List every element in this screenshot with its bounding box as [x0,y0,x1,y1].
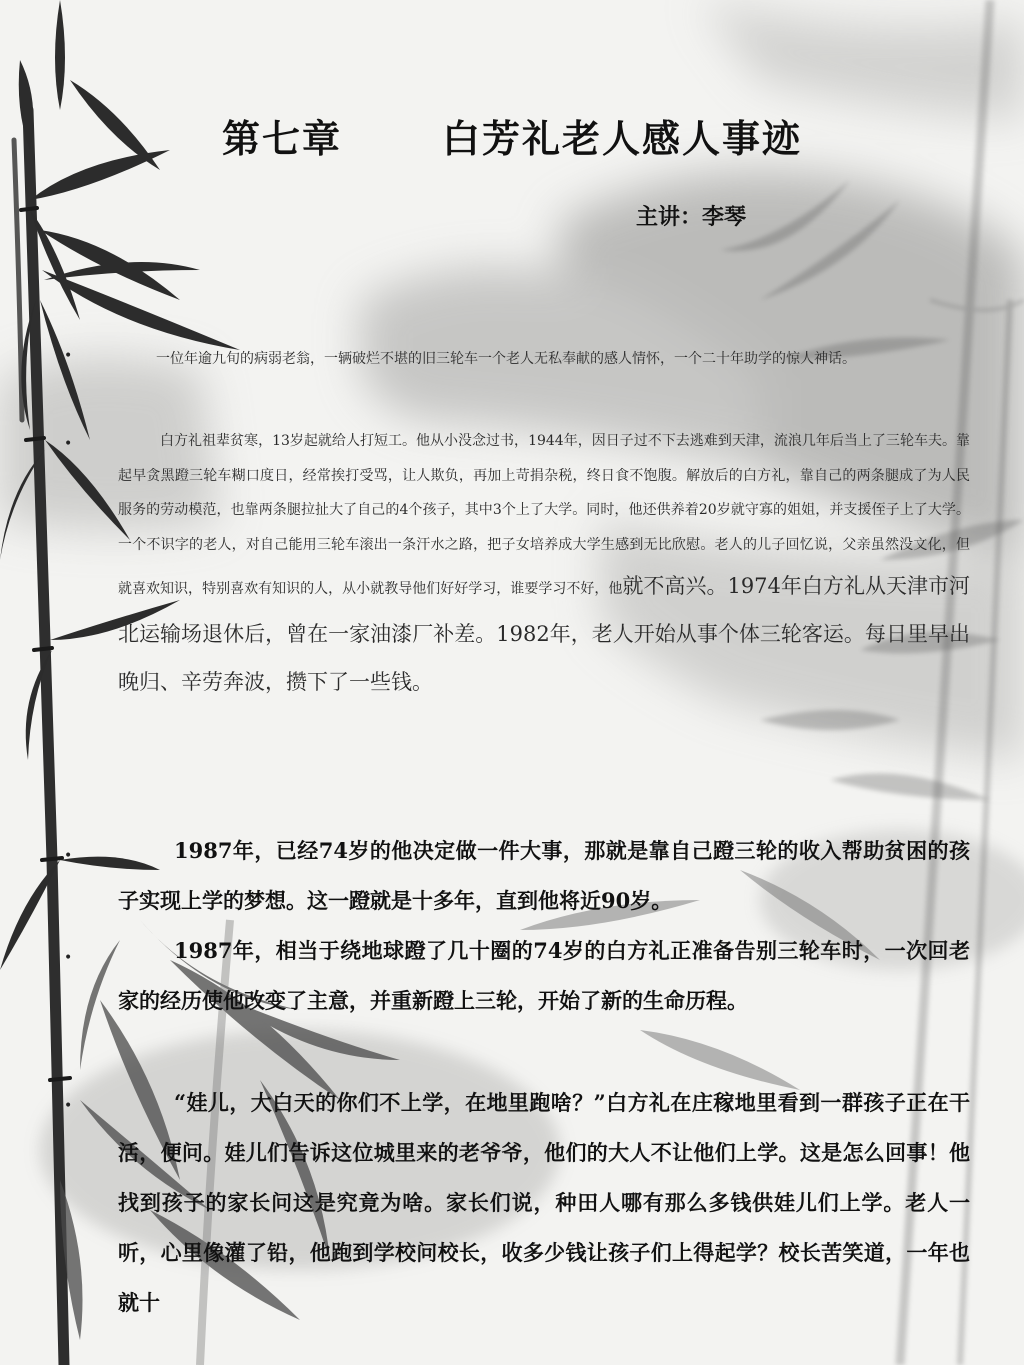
bullet-icon: • [64,950,73,966]
chapter-title: 白芳礼老人感人事迹 [442,116,803,161]
bullet-icon: • [64,1098,73,1114]
paragraph-3: 1987年，已经74岁的他决定做一件大事，那就是靠自己蹬三轮的收入帮助贫困的孩子实现上学的梦想。这一蹬就是十多年，直到他将近90岁。 [118,838,970,913]
page-title [0,108,1024,163]
paragraph-5: “娃儿，大白天的你们不上学，在地里跑啥？”白方礼在庄稼地里看到一群孩子正在干活，便问。娃儿们告诉这位城里来的老爷爷，他们的大人不让他们上学。这是怎么回事！他找到孩子的家长问这是究竟为啥。家长们说，种田人哪有那么多钱供娃儿们上学。老人一听，心里像灌了铅，他跑到学校问校长，收多少钱让孩子们上得起学？校长苦笑道，一年也就十 [118,1090,970,1315]
paragraph-2-large-text: 就不高兴。1974年白方礼从天津市河北运输场退休后，曾在一家油漆厂补差。1982年，老人开始从事个体三轮客运。每日里早出晚归、辛劳奔波，攒下了一些钱。 [118,574,971,694]
bullet-icon: • [64,436,73,452]
bullet-icon: • [64,848,73,864]
paragraph-2-small-text: 白方礼祖辈贫寒，13岁起就给人打短工。他从小没念过书，1944年，因日子过不下去逃难到天津，流浪几年后当上了三轮车夫。靠起早贪黑蹬三轮车糊口度日，经常挨打受骂，让人欺负，再加上苛捐杂税，终日食不饱腹。解放后的白方礼，靠自己的两条腿成了为人民服务的劳动模范，也靠两条腿拉扯大了自己的4个孩子，其中3个上了大学。同时，他还供养着20岁就守寡的姐姐，并支援侄子上了大学。一个不识字的老人，对自己能用三轮车滚出一条汗水之路，把子女培养成大学生感到无比欣慰。老人的儿子回忆说，父亲虽然没文化，但就喜欢知识，特别喜欢有知识的人，从小就教导他们好好学习，谁要学习不好，他 [118,433,970,597]
bullet-icon: • [64,348,73,364]
paragraph-2 [118,424,970,706]
paragraph-1: 一位年逾九旬的病弱老翁，一辆破烂不堪的旧三轮车一个老人无私奉献的感人情怀，一个二十年助学的惊人神话。 [156,351,856,367]
chapter-number: 第七章 [221,116,342,161]
paragraph-4: 1987年，相当于绕地球蹬了几十圈的74岁的白方礼正准备告别三轮车时，一次回老家的经历使他改变了主意，并重新蹬上三轮，开始了新的生命历程。 [118,938,970,1013]
speaker-label: 主讲：李琴 [636,204,747,230]
